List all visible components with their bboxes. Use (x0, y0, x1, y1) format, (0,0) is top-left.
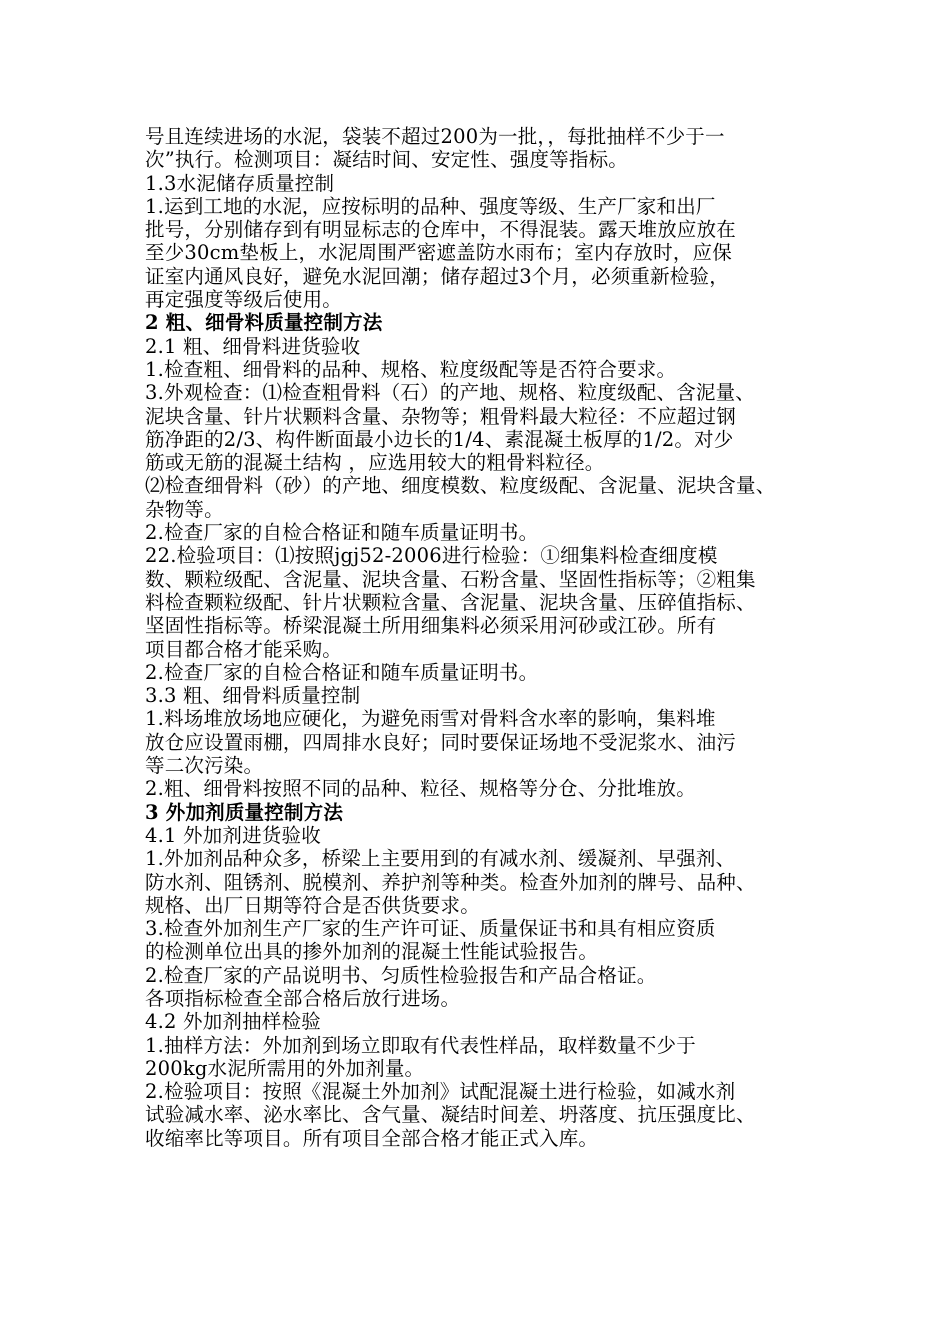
text-line: 1.料场堆放场地应硬化，为避免雨雪对骨料含水率的影响，集料堆 (145, 707, 716, 731)
text-line: 收缩率比等项目。所有项目全部合格才能正式入库。 (145, 1126, 599, 1150)
text-line: 防水剂、阻锈剂、脱模剂、养护剂等种类。检查外加剂的牌号、品种、 (145, 870, 756, 894)
text-line: 试验减水率、泌水率比、含气量、凝结时间差、坍落度、抗压强度比、 (145, 1103, 756, 1127)
text-line: 各项指标检查全部合格后放行进场。 (145, 986, 461, 1010)
text-line: 3.3 粗、细骨料质量控制 (145, 684, 361, 708)
text-line: 料检查颗粒级配、针片状颗粒含量、含泥量、泥块含量、压碎值指标、 (145, 590, 756, 614)
text-line: 1.抽样方法：外加剂到场立即取有代表性样品，取样数量不少于 (145, 1033, 696, 1057)
text-line: 筋净距的2/3、构件断面最小边长的1/4、素混凝土板厚的1/2。对少 (145, 427, 734, 451)
text-line: 200kg水泥所需用的外加剂量。 (145, 1056, 425, 1080)
text-line: ⑵检查细骨料（砂）的产地、细度模数、粒度级配、含泥量、泥块含量、 (145, 474, 776, 498)
text-line: 1.外加剂品种众多，桥梁上主要用到的有减水剂、缓凝剂、早强剂、 (145, 847, 736, 871)
text-line: 2.检验项目：按照《混凝土外加剂》试配混凝土进行检验，如减水剂 (145, 1080, 736, 1104)
text-line: 次”执行。检测项目：凝结时间、安定性、强度等指标。 (145, 148, 628, 172)
text-line: 放仓应设置雨棚，四周排水良好；同时要保证场地不受泥浆水、油污 (145, 730, 737, 754)
text-line: 2.1 粗、细骨料进货验收 (145, 334, 361, 358)
section-heading: 2 粗、细骨料质量控制方法 (145, 311, 383, 335)
text-line: 证室内通风良好，避免水泥回潮；储存超过3个月，必须重新检验， (145, 264, 729, 288)
text-line: 的检测单位出具的掺外加剂的混凝土性能试验报告。 (145, 940, 599, 964)
text-line: 至少30cm垫板上，水泥周围严密遮盖防水雨布；室内存放时，应保 (145, 241, 732, 265)
text-line: 号且连续进场的水泥，袋装不超过200为一批，，每批抽样不少于一 (145, 125, 725, 148)
text-line: 坚固性指标等。桥梁混凝土所用细集料必须采用河砂或江砂。所有 (145, 614, 717, 638)
text-line: 3.检查外加剂生产厂家的生产许可证、质量保证书和具有相应资质 (145, 917, 716, 941)
text-line: 1.运到工地的水泥，应按标明的品种、强度等级、生产厂家和出厂 (145, 194, 716, 218)
text-line: 再定强度等级后使用。 (145, 288, 343, 312)
text-line: 批号，分别储存到有明显标志的仓库中，不得混装。露天堆放应放在 (145, 218, 737, 242)
text-line: 2.粗、细骨料按照不同的品种、粒径、规格等分仓、分批堆放。 (145, 777, 696, 801)
text-line: 项目都合格才能采购。 (145, 637, 343, 661)
text-line: 规格、出厂日期等符合是否供货要求。 (145, 893, 480, 917)
text-line: 4.1 外加剂进货验收 (145, 823, 321, 847)
text-line: 等二次污染。 (145, 754, 264, 778)
text-line: 数、颗粒级配、含泥量、泥块含量、石粉含量、坚固性指标等；②粗集 (145, 567, 756, 591)
text-line: 筋或无筋的混凝土结构 ，应选用较大的粗骨料粒径。 (145, 451, 605, 475)
text-line: 4.2 外加剂抽样检验 (145, 1010, 321, 1034)
text-line: 杂物等。 (145, 497, 224, 521)
text-line: 2.检查厂家的产品说明书、匀质性检验报告和产品合格证。 (145, 963, 657, 987)
text-line: 2.检查厂家的自检合格证和随车质量证明书。 (145, 521, 539, 545)
section-heading: 3 外加剂质量控制方法 (145, 800, 344, 824)
text-line: 3.外观检查：⑴检查粗骨料（石）的产地、规格、粒度级配、含泥量、 (145, 381, 756, 405)
document-body (145, 125, 817, 1150)
text-line: 22.检验项目：⑴按照jgj52-2006进行检验：①细集料检查细度模 (145, 544, 718, 568)
text-line: 1.3水泥储存质量控制 (145, 171, 335, 195)
text-line: 泥块含量、针片状颗料含量、杂物等；粗骨料最大粒径：不应超过钢 (145, 404, 737, 428)
text-line: 1.检查粗、细骨料的品种、规格、粒度级配等是否符合要求。 (145, 357, 677, 381)
text-line: 2.检查厂家的自检合格证和随车质量证明书。 (145, 660, 539, 684)
